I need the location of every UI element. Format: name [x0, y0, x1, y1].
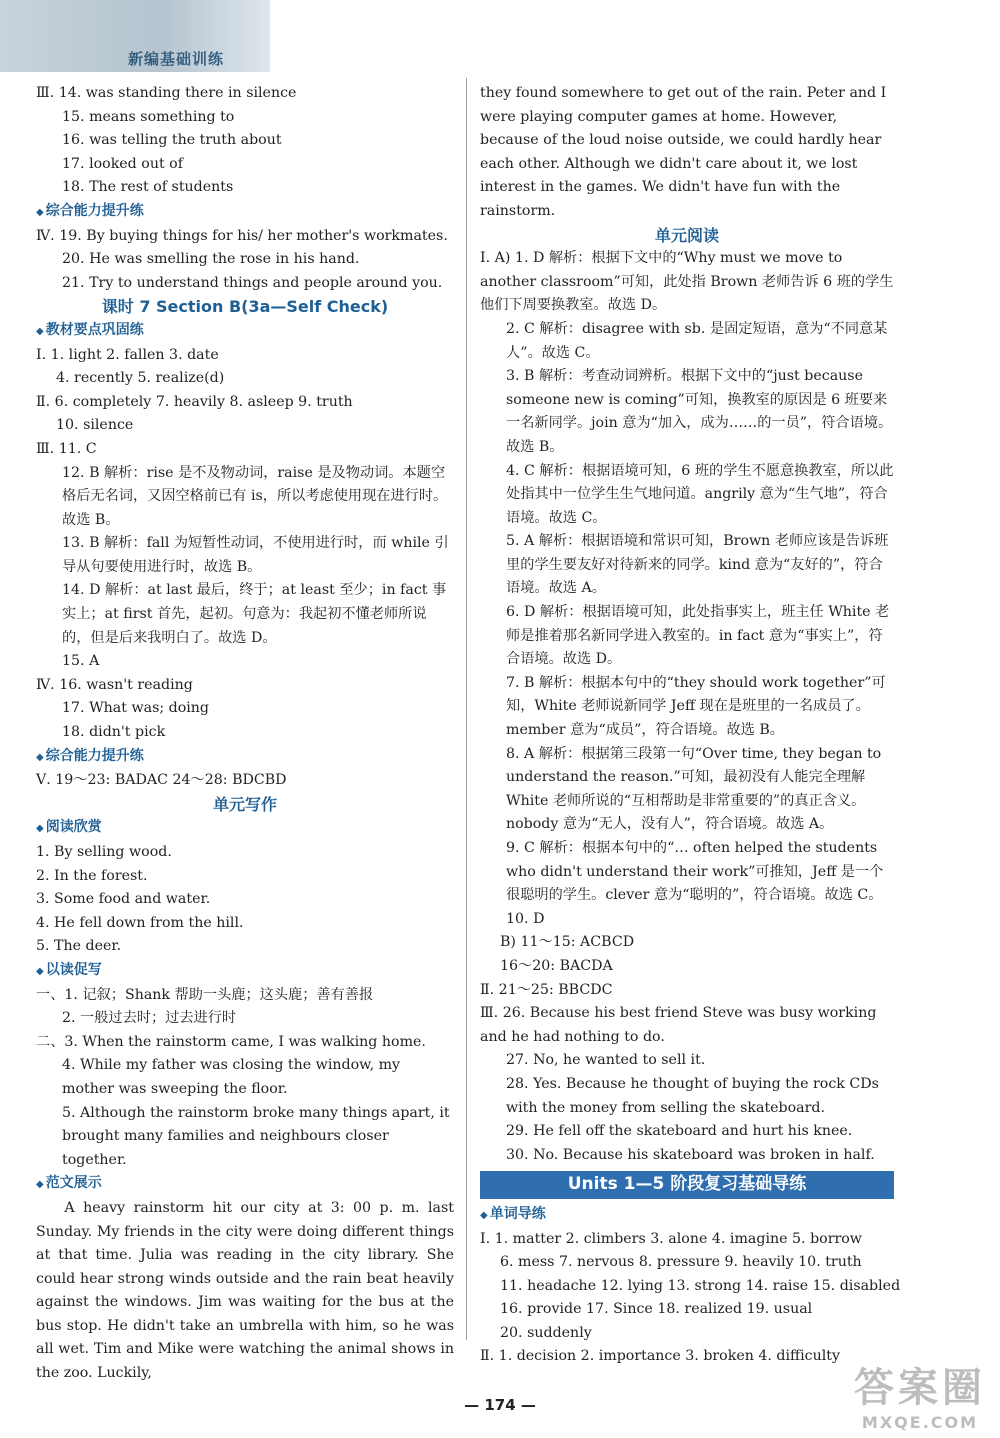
text-line: 二、3. When the rainstorm came, I was walking home. [36, 1033, 426, 1050]
watermark-logo [854, 1356, 986, 1432]
section-heading: 单元写作 [212, 794, 277, 814]
section-label: ◆ 综合能力提升练 [36, 745, 454, 770]
text-line: 一、1. 记叙；Shank 帮助一头鹿；这头鹿；善有善报 [36, 986, 374, 1003]
section-label: ◆ 综合能力提升练 [36, 200, 454, 225]
text-line: Ⅰ. A) 1. D 解析：根据下文中的“Why must we move to another classroom”可知，此处指 Brown 老师告诉 6 班的学生他们下周要换教室。故选 D。 [480, 250, 894, 314]
text-line: 12. B 解析：rise 是不及物动词，raise 是及物动词。本题空格后无名词，又因空格前已有 is，所以考虑使用现在进行时。故选 B。 [62, 464, 448, 528]
text-line: Ⅴ. 19～23: BADAC 24～28: BDCBD [36, 772, 287, 789]
right-column [480, 82, 901, 1369]
review-banner: Units 1—5 阶段复习基础导练 [480, 1171, 894, 1199]
text-line: 4. recently 5. realize(d) [56, 370, 225, 387]
text-line: Ⅳ. 16. wasn't reading [36, 676, 193, 693]
text-line: 2. C 解析：disagree with sb. 是固定短语，意为“不同意某人”。故选 C。 [506, 320, 888, 361]
text-line: 14. D 解析：at last 最后，终于；at least 至少；in fact 事实上；at first 首先，起初。句意为：我起初不懂老师所说的，但是后来我明白了。故选 D。 [62, 582, 447, 646]
text-line: 16～20: BACDA [500, 957, 613, 974]
text-line: 1. By selling wood. [36, 844, 172, 860]
page-header [0, 0, 270, 72]
text-line: 16. provide 17. Since 18. realized 19. usual [500, 1301, 813, 1318]
text-line: 2. In the forest. [36, 867, 148, 884]
text-line: 17. looked out of [62, 155, 183, 172]
section-label: ◆ 以读促写 [36, 959, 454, 984]
text-line: 4. C 解析：根据语境可知，6 班的学生不愿意换教室，所以此处指其中一位学生生气地问道。angrily 意为“生气地”，符合语境。故选 C。 [506, 462, 894, 526]
text-line: 16. was telling the truth about [62, 132, 282, 149]
text-line: 11. headache 12. lying 13. strong 14. raise 15. disabled [500, 1277, 901, 1294]
text-line: Ⅲ. 11. C [36, 440, 97, 457]
text-line: 5. The deer. [36, 938, 122, 955]
page-number: — 174 — [464, 1396, 536, 1414]
text-line: 3. B 解析：考查动词辨析。根据下文中的“just because someone new is coming”可知，换教室的原因是 6 班要来一名新同学。join 意为“加入，成为……的一员”，符合语境。故选 B。 [506, 368, 893, 455]
column-divider [466, 78, 467, 1340]
text-line: 27. No, he wanted to sell it. [506, 1052, 706, 1069]
text-line: 2. 一般过去时；过去进行时 [62, 1010, 237, 1027]
section-label: ◆ 教材要点巩固练 [36, 319, 454, 344]
text-line: Ⅲ. 14. was standing there in silence [36, 85, 297, 101]
text-line: Ⅲ. 26. Because his best friend Steve was busy working and he had nothing to do. [480, 1005, 877, 1045]
text-line: Ⅱ. 21～25: BBCDC [480, 981, 613, 998]
text-line: 4. He fell down from the hill. [36, 914, 244, 931]
section-heading: 课时 7 Section B(3a—Self Check) [101, 297, 389, 317]
text-line: 18. didn't pick [62, 724, 166, 741]
watermark-line1: 答案圈 [854, 1365, 986, 1411]
text-line: they found somewhere to get out of the rain. Peter and I were playing computer games at home. However, because of the loud noise outside, we could hardly hear each other. Although we didn't care about it, we lost interest in the games. We didn't have fun with the rainstorm. [480, 85, 887, 219]
text-line: Ⅱ. 6. completely 7. heavily 8. asleep 9. truth [36, 393, 353, 410]
section-heading: 单元阅读 [654, 225, 719, 245]
text-line: 20. suddenly [500, 1324, 592, 1341]
text-line: 9. C 解析：根据本句中的“… often helped the students who didn't understand their work”可推知，Jeff 是一个很聪明的学生。clever 意为“聪明的”，符合语境。故选 C。 [506, 840, 884, 904]
text-line: Ⅱ. 1. decision 2. importance 3. broken 4. difficulty [480, 1348, 840, 1365]
text-line: Ⅰ. 1. light 2. fallen 3. date [36, 346, 219, 363]
text-line: 10. D [506, 910, 545, 927]
text-line: 21. Try to understand things and people around you. [62, 274, 443, 291]
text-line: 18. The rest of students [62, 179, 234, 196]
text-line: 4. While my father was closing the window, my mother was sweeping the floor. [62, 1057, 401, 1097]
text-line: 5. Although the rainstorm broke many things apart, it brought many families and neighbours closer together. [62, 1104, 450, 1168]
text-line: 13. B 解析：fall 为短暂性动词，不使用进行时，而 while 引导从句要使用进行时，故选 B。 [62, 535, 449, 575]
left-column [36, 82, 454, 1386]
text-line: 17. What was; doing [62, 700, 210, 717]
section-label: ◆ 范文展示 [36, 1172, 454, 1197]
text-line: Ⅳ. 19. By buying things for his/ her mother's workmates. [36, 227, 448, 244]
text-line: 6. mess 7. nervous 8. pressure 9. heavily 10. truth [500, 1254, 862, 1271]
sample-paragraph: A heavy rainstorm hit our city at 3: 00 p. m. last Sunday. My friends in the city were doing different things at that time. Julia was reading in the city library. She could hear strong winds outside and the rain beat heavily against the windows. Jim was waiting for the bus at the bus stop. He didn't take an umbrella with him, so he was all wet. Tim and Mike were watching the animal shows in the zoo. Luckily, [36, 1199, 454, 1382]
text-line: 6. D 解析：根据语境可知，此处指事实上，班主任 White 老师是推着那名新同学进入教室的。in fact 意为“事实上”，符合语境。故选 D。 [506, 604, 890, 668]
text-line: 10. silence [56, 417, 134, 434]
text-line: 8. A 解析：根据第三段第一句“Over time, they began to understand the reason.”可知，最初没有人能完全理解 White 老师所说的“互相帮助是非常重要的”的真正含义。nobody 意为“无人，没有人”，符合语境。故选 A。 [506, 745, 882, 833]
text-line: 28. Yes. Because he thought of buying the rock CDs with the money from selling the skateboard. [506, 1075, 879, 1116]
page-number-text: 174 [484, 1396, 516, 1414]
text-line: 29. He fell off the skateboard and hurt his knee. [506, 1123, 853, 1140]
text-line: 5. A 解析：根据语境和常识可知，Brown 老师应该是告诉班里的学生要友好对待新来的同学。kind 意为“友好的”，符合语境。故选 A。 [506, 533, 889, 597]
text-line: 3. Some food and water. [36, 891, 211, 908]
section-label: ◆ 阅读欣赏 [36, 816, 454, 841]
text-line: 15. A [62, 653, 100, 670]
text-line: 20. He was smelling the rose in his hand. [62, 251, 360, 268]
text-line: 15. means something to [62, 108, 235, 125]
book-title: 新编基础训练 [128, 50, 225, 68]
watermark-line2: MXQE.COM [861, 1413, 979, 1432]
text-line: 7. B 解析：根据本句中的“they should work together”可知，White 老师说新同学 Jeff 现在是班里的一名成员了。member 意为“成员”，符合语境。故选 B。 [506, 674, 886, 739]
text-line: 30. No. Because his skateboard was broken in half. [506, 1146, 875, 1163]
text-line: B) 11～15: ACBCD [500, 934, 635, 951]
section-label: ◆ 单词导练 [480, 1203, 894, 1228]
text-line: Ⅰ. 1. matter 2. climbers 3. alone 4. imagine 5. borrow [480, 1230, 862, 1247]
